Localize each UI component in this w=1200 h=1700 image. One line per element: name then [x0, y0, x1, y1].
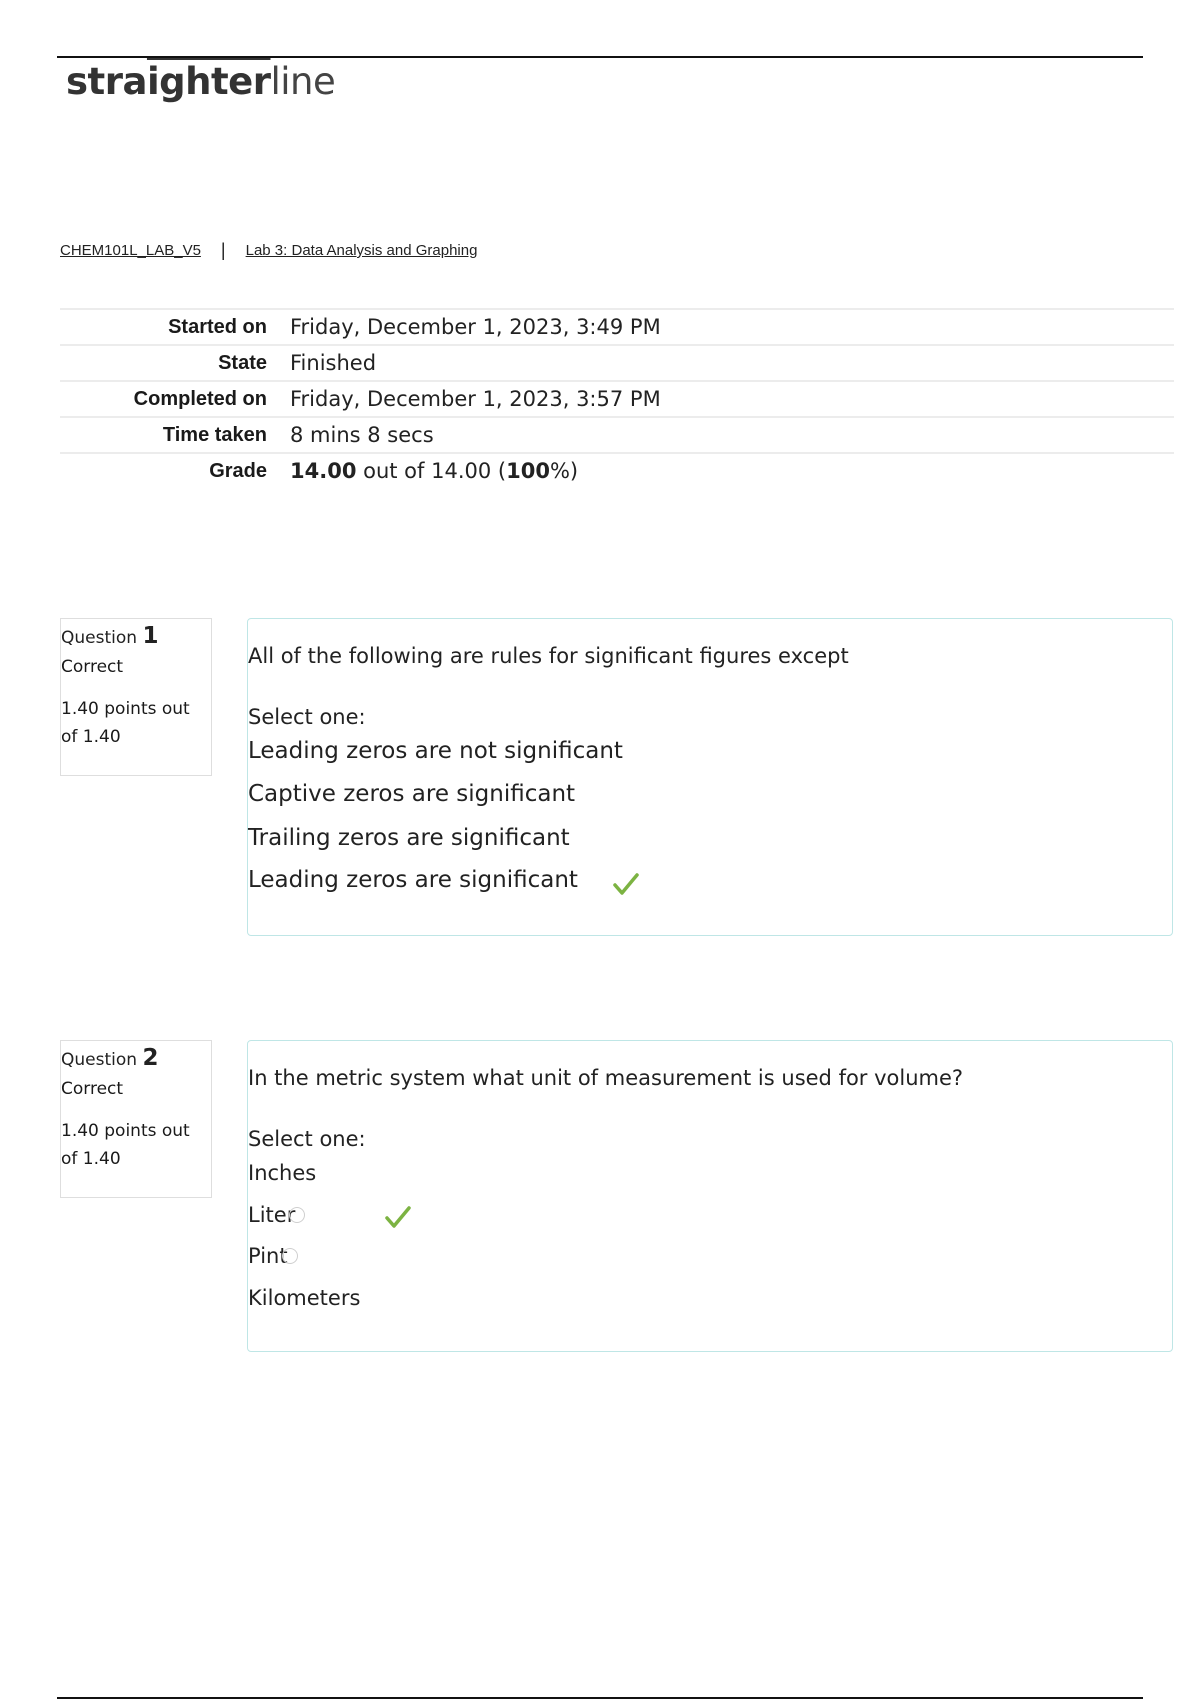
completed-value: Friday, December 1, 2023, 3:57 PM	[290, 381, 1174, 417]
summary-row-time	[60, 417, 1174, 453]
question-state: Correct	[61, 1079, 124, 1099]
question-info-1	[60, 618, 212, 776]
question-label: Question	[61, 1050, 138, 1070]
answer-option-label: Liter	[248, 1203, 296, 1227]
time-taken-value: 8 mins 8 secs	[290, 417, 1174, 453]
answer-option[interactable]	[248, 1158, 316, 1188]
question-text: All of the following are rules for significant figures except	[248, 644, 849, 668]
answer-option[interactable]	[248, 1283, 360, 1313]
question-number	[61, 623, 211, 653]
question-number-value: 2	[142, 1045, 159, 1071]
question-label: Question	[61, 628, 138, 648]
question-number	[61, 1045, 211, 1075]
select-one-prompt: Select one:	[248, 1127, 366, 1151]
answer-option-label: Pint	[248, 1244, 288, 1268]
radio-button[interactable]	[282, 1248, 298, 1264]
question-state: Correct	[61, 657, 124, 677]
attempt-summary-table	[60, 308, 1174, 488]
answer-option[interactable]	[248, 736, 623, 766]
question-number-value: 1	[142, 623, 159, 649]
grade-score: 14.00	[290, 459, 357, 483]
breadcrumb-page-link[interactable]: Lab 3: Data Analysis and Graphing	[245, 242, 478, 259]
time-taken-label: Time taken	[60, 417, 290, 453]
state-label: State	[60, 345, 290, 381]
answer-option[interactable]	[248, 779, 575, 809]
grade-percent-suffix: %)	[549, 459, 579, 483]
question-grade: 1.40 points out of 1.40	[61, 699, 190, 747]
straighterline-logo: straighterline	[66, 60, 336, 103]
question-text: In the metric system what unit of measurement is used for volume?	[248, 1066, 964, 1090]
grade-label: Grade	[60, 453, 290, 488]
state-value: Finished	[290, 345, 1174, 381]
answer-option-label: Trailing zeros are significant	[248, 825, 570, 851]
summary-row-completed	[60, 381, 1174, 417]
started-value: Friday, December 1, 2023, 3:49 PM	[290, 309, 1174, 345]
summary-row-started	[60, 309, 1174, 345]
select-one-prompt: Select one:	[248, 705, 366, 729]
question-info-2	[60, 1040, 212, 1198]
answer-option-label: Leading zeros are significant	[248, 867, 578, 893]
started-label: Started on	[60, 309, 290, 345]
grade-out-of: out of 14.00 (	[356, 459, 507, 483]
answer-option-selected[interactable]	[248, 1200, 305, 1230]
grade-percent: 100	[506, 459, 550, 483]
breadcrumb	[60, 240, 477, 261]
breadcrumb-course-link[interactable]: CHEM101L_LAB_V5	[60, 242, 201, 259]
question-grade: 1.40 points out of 1.40	[61, 1121, 190, 1169]
breadcrumb-separator: |	[220, 240, 226, 260]
answer-option-label: Captive zeros are significant	[248, 781, 576, 807]
grade-value	[290, 453, 1174, 488]
answer-option[interactable]	[248, 1241, 298, 1271]
correct-check-icon	[384, 1203, 412, 1231]
summary-row-grade	[60, 453, 1174, 488]
answer-option[interactable]	[248, 823, 570, 853]
answer-option-label: Kilometers	[248, 1286, 361, 1310]
answer-option-label: Inches	[248, 1161, 317, 1185]
radio-button[interactable]	[289, 1207, 305, 1223]
question-box-1	[247, 618, 1173, 936]
bottom-rule	[57, 1697, 1143, 1699]
correct-check-icon	[612, 870, 640, 898]
question-box-2	[247, 1040, 1173, 1352]
summary-row-state	[60, 345, 1174, 381]
top-rule	[57, 56, 1143, 58]
completed-label: Completed on	[60, 381, 290, 417]
answer-option-label: Leading zeros are not significant	[248, 738, 623, 764]
answer-option-selected[interactable]	[248, 865, 578, 895]
